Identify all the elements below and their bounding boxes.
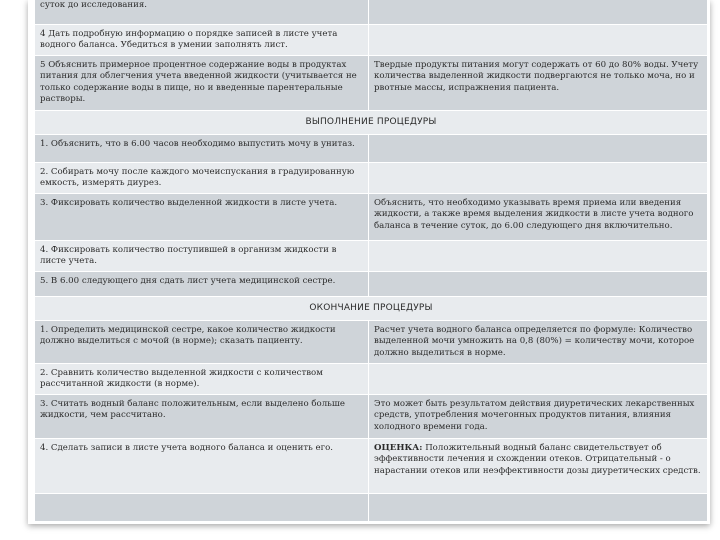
assessment-label: ОЦЕНКА: bbox=[374, 442, 423, 453]
table-cell bbox=[369, 363, 708, 394]
table-cell: 1. Определить медицинской сестре, какое количество жидкости должно выделиться с мочой (в норме); сказать пациенту. bbox=[35, 320, 369, 363]
table-row bbox=[35, 163, 708, 194]
table-row bbox=[35, 56, 708, 111]
table-cell: 2. Собирать мочу после каждого мочеиспускания в градуированную емкость, измерять диурез. bbox=[35, 163, 369, 194]
table-cell: 3. Считать водный баланс положительным, если выделено больше жидкости, чем рассчитано. bbox=[35, 394, 369, 438]
section-title: ВЫПОЛНЕНИЕ ПРОЦЕДУРЫ bbox=[35, 111, 708, 135]
table-cell: 5. В 6.00 следующего дня сдать лист учета медицинской сестре. bbox=[35, 271, 369, 296]
table-cell: 3. Фиксировать количество выделенной жидкости в листе учета. bbox=[35, 194, 369, 241]
table-cell: суток до исследования. bbox=[35, 0, 369, 25]
table-row bbox=[35, 271, 708, 296]
table-cell: 4. Фиксировать количество поступившей в организм жидкости в листе учета. bbox=[35, 241, 369, 272]
table-cell: Объяснить, что необходимо указывать время приема или введения жидкости, а также время выделения жидкости в листе учета водного баланса в течение суток, до 6.00 следующего дня включительно. bbox=[369, 194, 708, 241]
table-cell bbox=[369, 135, 708, 163]
table-cell bbox=[369, 271, 708, 296]
table-cell: 1. Объяснить, что в 6.00 часов необходимо выпустить мочу в унитаз. bbox=[35, 135, 369, 163]
section-header-row bbox=[35, 111, 708, 135]
table-cell: 4 Дать подробную информацию о порядке записей в листе учета водного баланса. Убедиться в умении заполнять лист. bbox=[35, 25, 369, 56]
table-row bbox=[35, 0, 708, 25]
table-row bbox=[35, 438, 708, 493]
table-row bbox=[35, 135, 708, 163]
table-cell: 2. Сравнить количество выделенной жидкости с количеством рассчитанной жидкости (в норме). bbox=[35, 363, 369, 394]
table-cell: Это может быть результатом действия диуретических лекарственных средств, употребления мочегонных продуктов питания, влияния холодного времени года. bbox=[369, 394, 708, 438]
table-cell bbox=[369, 438, 708, 493]
table-row bbox=[35, 394, 708, 438]
section-title: ОКОНЧАНИЕ ПРОЦЕДУРЫ bbox=[35, 296, 708, 320]
table-row bbox=[35, 363, 708, 394]
table-cell: 5 Объяснить примерное процентное содержание воды в продуктах питания для облегчения учета введенной жидкости (учитывается не только содержание воды в пище, но и введенные парентеральные растворы. bbox=[35, 56, 369, 111]
procedure-table bbox=[34, 0, 708, 522]
table-row bbox=[35, 320, 708, 363]
table-cell: 4. Сделать записи в листе учета водного баланса и оценить его. bbox=[35, 438, 369, 493]
section-header-row bbox=[35, 296, 708, 320]
table-cell bbox=[369, 0, 708, 25]
assessment-text: Положительный водный баланс свидетельствует об эффективности лечения и схождении отеков. Отрицательный - о нарастании отеков или неэффективности дозы диуретических средств. bbox=[374, 442, 701, 476]
table-cell: Твердые продукты питания могут содержать от 60 до 80% воды. Учету количества выделенной жидкости подвергаются не только моча, но и рвотные массы, испражнения пациента. bbox=[369, 56, 708, 111]
table-cell bbox=[369, 163, 708, 194]
table-cell bbox=[369, 25, 708, 56]
table-cell bbox=[369, 241, 708, 272]
table-cell: Расчет учета водного баланса определяется по формуле: Количество выделенной мочи умножить на 0,8 (80%) = количеству мочи, которое должно выделиться в норме. bbox=[369, 320, 708, 363]
table-cell bbox=[369, 493, 708, 521]
table-row bbox=[35, 241, 708, 272]
table-cell bbox=[35, 493, 369, 521]
table-row bbox=[35, 493, 708, 521]
table-row bbox=[35, 194, 708, 241]
table-row bbox=[35, 25, 708, 56]
